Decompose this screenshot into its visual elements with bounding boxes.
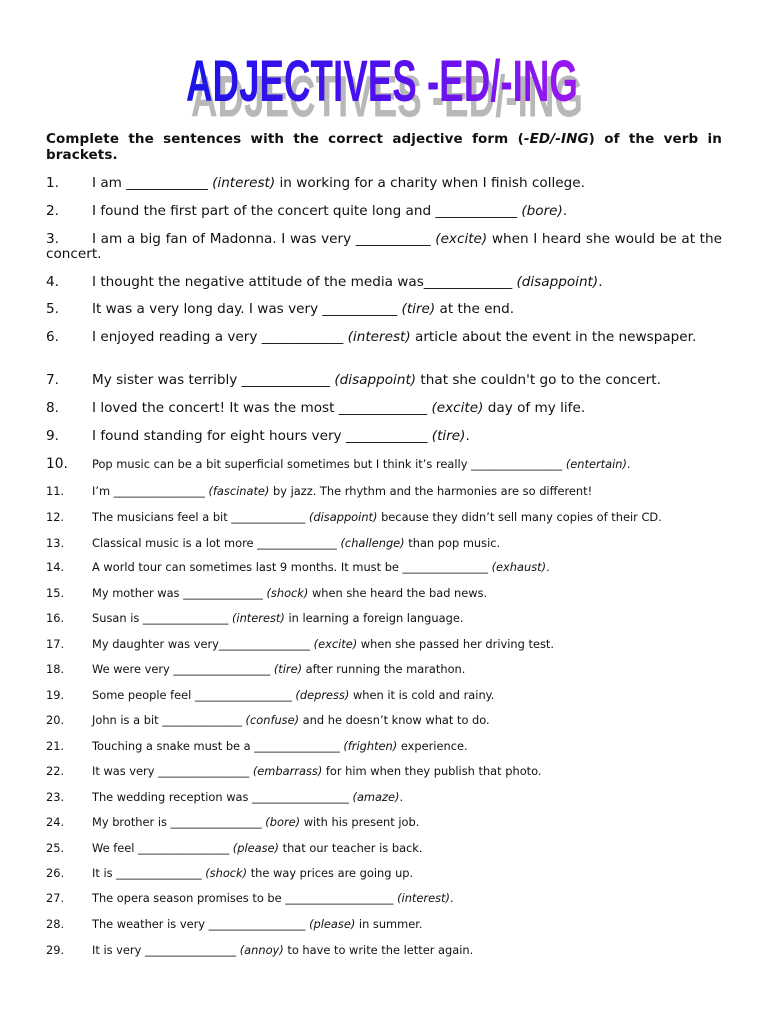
question-tail: to have to write the letter again. xyxy=(283,943,474,957)
question-text: I found standing for eight hours very ____________ xyxy=(92,428,432,444)
question-23 xyxy=(46,790,722,804)
question-text: We were very _________________ xyxy=(92,662,274,676)
question-29 xyxy=(46,943,722,957)
question-number: 9. xyxy=(46,428,59,444)
question-number: 20. xyxy=(46,713,65,727)
question-19 xyxy=(46,688,722,702)
question-number: 27. xyxy=(46,891,65,905)
question-text: The musicians feel a bit _____________ xyxy=(92,510,309,524)
question-4 xyxy=(46,275,722,290)
question-hint: (entertain) xyxy=(565,457,627,471)
question-28 xyxy=(46,917,722,931)
question-number: 21. xyxy=(46,739,65,753)
question-text: Pop music can be a bit superficial sometimes but I think it’s really ________________ xyxy=(92,457,566,471)
question-text: The wedding reception was _________________ xyxy=(92,790,353,804)
question-1 xyxy=(46,176,722,191)
question-13 xyxy=(46,536,722,550)
question-hint: (interest) xyxy=(212,175,276,191)
question-tail: . xyxy=(626,457,631,471)
question-number: 6. xyxy=(46,329,59,345)
question-hint: (excite) xyxy=(435,231,488,247)
question-hint: (exhaust) xyxy=(491,560,547,574)
question-tail: that our teacher is back. xyxy=(279,841,423,855)
wordart-title-text: ADJECTIVES -ED/-ING xyxy=(186,49,579,115)
question-number: 11. xyxy=(46,484,65,498)
question-text: The opera season promises to be ___________________ xyxy=(92,891,398,905)
question-tail: that she couldn't go to the concert. xyxy=(416,372,661,388)
question-number: 19. xyxy=(46,688,65,702)
question-text: It is _______________ xyxy=(92,866,206,880)
question-8 xyxy=(46,401,722,416)
question-number: 10. xyxy=(46,456,68,472)
question-26 xyxy=(46,866,722,880)
question-hint: (disappoint) xyxy=(334,372,417,388)
question-22 xyxy=(46,764,722,778)
question-hint: (interest) xyxy=(231,611,285,625)
question-number: 22. xyxy=(46,764,65,778)
question-tail: . xyxy=(598,274,603,290)
question-tail: . xyxy=(465,428,470,444)
question-15 xyxy=(46,586,722,600)
question-number: 15. xyxy=(46,586,65,600)
question-tail: for him when they publish that photo. xyxy=(322,764,542,778)
question-tail: with his present job. xyxy=(300,815,420,829)
question-21 xyxy=(46,739,722,753)
question-12 xyxy=(46,510,722,524)
question-text: John is a bit ______________ xyxy=(92,713,246,727)
question-2 xyxy=(46,204,722,219)
question-tail: when she heard the bad news. xyxy=(308,586,488,600)
question-text: I am a big fan of Madonna. I was very ___________ xyxy=(92,231,436,247)
question-text: I’m ________________ xyxy=(92,484,209,498)
question-10 xyxy=(46,457,722,471)
question-number: 5. xyxy=(46,301,59,317)
question-5 xyxy=(46,302,722,317)
question-16 xyxy=(46,611,722,625)
instructions xyxy=(46,131,722,163)
question-hint: (bore) xyxy=(521,203,563,219)
question-hint: (please) xyxy=(309,917,356,931)
question-text: I found the first part of the concert quite long and ____________ xyxy=(92,203,522,219)
question-tail: in learning a foreign language. xyxy=(284,611,464,625)
question-hint: (embarrass) xyxy=(252,764,323,778)
question-tail: than pop music. xyxy=(404,536,501,550)
question-tail: at the end. xyxy=(435,301,515,317)
question-number: 29. xyxy=(46,943,65,957)
question-tail: in summer. xyxy=(355,917,423,931)
question-tail: . xyxy=(449,891,454,905)
question-text: I am ____________ xyxy=(92,175,213,191)
question-tail: by jazz. The rhythm and the harmonies are so different! xyxy=(269,484,593,498)
question-hint: (disappoint) xyxy=(308,510,378,524)
question-hint: (frighten) xyxy=(343,739,398,753)
question-18 xyxy=(46,662,722,676)
question-hint: (tire) xyxy=(401,301,436,317)
question-tail: after running the marathon. xyxy=(302,662,466,676)
question-number: 16. xyxy=(46,611,65,625)
question-11 xyxy=(46,484,722,498)
question-text: It was very ________________ xyxy=(92,764,253,778)
question-tail: article about the event in the newspaper. xyxy=(410,329,697,345)
question-number: 17. xyxy=(46,637,65,651)
instructions-before: Complete the sentences with the correct adjective form ( xyxy=(46,131,524,147)
question-text: I loved the concert! It was the most _____________ xyxy=(92,400,432,416)
question-hint: (bore) xyxy=(265,815,301,829)
question-tail: the way prices are going up. xyxy=(247,866,414,880)
question-number: 3. xyxy=(46,231,59,247)
question-number: 13. xyxy=(46,536,65,550)
question-text: We feel ________________ xyxy=(92,841,233,855)
question-text: A world tour can sometimes last 9 months. It must be _______________ xyxy=(92,560,492,574)
question-number: 23. xyxy=(46,790,65,804)
question-tail: when she passed her driving test. xyxy=(357,637,554,651)
question-text: It is very ________________ xyxy=(92,943,240,957)
question-number: 4. xyxy=(46,274,59,290)
question-number: 14. xyxy=(46,560,65,574)
question-tail: when I heard she would be at the concert. xyxy=(46,231,722,262)
question-20 xyxy=(46,713,722,727)
question-tail: experience. xyxy=(397,739,468,753)
question-hint: (interest) xyxy=(347,329,411,345)
question-number: 24. xyxy=(46,815,65,829)
question-text: My mother was ______________ xyxy=(92,586,267,600)
question-text: Susan is _______________ xyxy=(92,611,232,625)
wordart-title-shadow: ADJECTIVES -ED/-ING xyxy=(191,65,583,130)
question-text: My daughter was very________________ xyxy=(92,637,314,651)
question-tail: . xyxy=(562,203,568,219)
question-tail: in working for a charity when I finish college. xyxy=(275,175,585,191)
question-text: My sister was terribly _____________ xyxy=(92,372,335,388)
question-number: 18. xyxy=(46,662,65,676)
instructions-forms: -ED/-ING xyxy=(523,131,589,147)
question-text: Touching a snake must be a _______________ xyxy=(92,739,344,753)
question-hint: (interest) xyxy=(397,891,450,905)
question-hint: (challenge) xyxy=(340,536,405,550)
question-text: I enjoyed reading a very ____________ xyxy=(92,329,348,345)
question-number: 8. xyxy=(46,400,59,416)
question-number: 26. xyxy=(46,866,65,880)
question-text: The weather is very _________________ xyxy=(92,917,310,931)
question-number: 25. xyxy=(46,841,65,855)
question-17 xyxy=(46,637,722,651)
question-27 xyxy=(46,891,722,905)
question-hint: (confuse) xyxy=(245,713,300,727)
question-number: 7. xyxy=(46,372,59,388)
question-hint: (shock) xyxy=(205,866,248,880)
question-number: 1. xyxy=(46,175,59,191)
question-hint: (excite) xyxy=(313,637,358,651)
question-hint: (tire) xyxy=(273,662,303,676)
question-text: Classical music is a lot more ______________ xyxy=(92,536,341,550)
question-text: Some people feel _________________ xyxy=(92,688,296,702)
question-tail: and he doesn’t know what to do. xyxy=(299,713,490,727)
question-number: 2. xyxy=(46,203,59,219)
question-hint: (shock) xyxy=(266,586,309,600)
question-25 xyxy=(46,841,722,855)
question-tail: when it is cold and rainy. xyxy=(349,688,495,702)
question-text: I thought the negative attitude of the media was_____________ xyxy=(92,274,517,290)
question-9 xyxy=(46,429,722,444)
question-hint: (annoy) xyxy=(239,943,284,957)
instructions-after: ) of the verb in brackets. xyxy=(46,131,722,163)
question-hint: (tire) xyxy=(431,428,466,444)
question-tail: . xyxy=(399,790,404,804)
wordart-title xyxy=(160,30,608,130)
wordart-title-svg xyxy=(160,30,608,130)
question-hint: (please) xyxy=(232,841,279,855)
question-text: My brother is ________________ xyxy=(92,815,266,829)
question-text: It was a very long day. I was very ___________ xyxy=(92,301,402,317)
question-hint: (fascinate) xyxy=(208,484,270,498)
question-tail: because they didn’t sell many copies of their CD. xyxy=(377,510,662,524)
question-number: 12. xyxy=(46,510,65,524)
question-hint: (depress) xyxy=(295,688,350,702)
question-24 xyxy=(46,815,722,829)
question-3 xyxy=(46,232,722,262)
question-hint: (disappoint) xyxy=(516,274,599,290)
question-number: 28. xyxy=(46,917,65,931)
question-hint: (excite) xyxy=(431,400,484,416)
question-tail: . xyxy=(546,560,550,574)
question-6 xyxy=(46,330,722,345)
question-hint: (amaze) xyxy=(352,790,400,804)
question-7 xyxy=(46,373,722,388)
question-tail: day of my life. xyxy=(483,400,586,416)
question-14 xyxy=(46,560,722,574)
